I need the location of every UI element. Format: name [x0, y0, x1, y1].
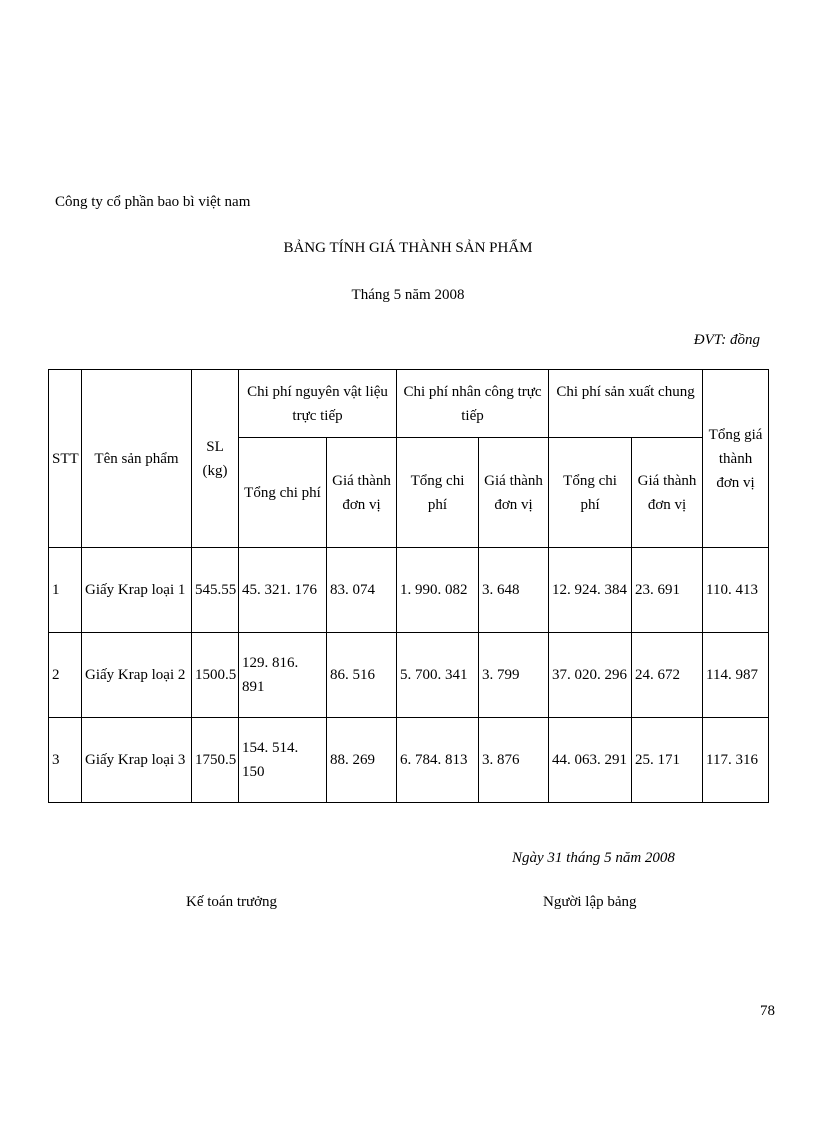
cell-stt: 1: [49, 548, 82, 633]
preparer-label: Người lập bảng: [543, 894, 637, 910]
table-row: [49, 548, 769, 633]
report-date: Ngày 31 tháng 5 năm 2008: [512, 850, 675, 866]
header-overhead-total: Tổng chi phí: [549, 438, 632, 548]
header-total-unit-cost: Tổng giá thành đơn vị: [703, 370, 769, 548]
cell-material-unit: 86. 516: [327, 633, 397, 718]
document-period: Tháng 5 năm 2008: [351, 287, 465, 303]
cell-quantity: 1750.5: [192, 718, 239, 803]
document-title: BẢNG TÍNH GIÁ THÀNH SẢN PHẨM: [283, 240, 533, 256]
header-group-material: Chi phí nguyên vật liệu trực tiếp: [239, 370, 397, 438]
cell-overhead-unit: 24. 672: [632, 633, 703, 718]
cell-overhead-unit: 25. 171: [632, 718, 703, 803]
cell-labor-total: 6. 784. 813: [397, 718, 479, 803]
header-product-name: Tên sản phẩm: [82, 370, 192, 548]
cell-material-total: 129. 816. 891: [239, 633, 327, 718]
cell-overhead-unit: 23. 691: [632, 548, 703, 633]
header-group-overhead: Chi phí sản xuất chung: [549, 370, 703, 438]
cell-stt: 3: [49, 718, 82, 803]
cell-stt: 2: [49, 633, 82, 718]
cell-material-total: 154. 514. 150: [239, 718, 327, 803]
cell-quantity: 545.55: [192, 548, 239, 633]
cell-quantity: 1500.5: [192, 633, 239, 718]
cell-total-unit-cost: 114. 987: [703, 633, 769, 718]
cell-product-name: Giấy Krap loại 3: [82, 718, 192, 803]
cell-material-unit: 83. 074: [327, 548, 397, 633]
currency-unit: ĐVT: đồng: [693, 332, 760, 348]
cost-table: [48, 369, 769, 803]
cell-labor-total: 1. 990. 082: [397, 548, 479, 633]
chief-accountant-label: Kế toán trưởng: [186, 894, 278, 910]
header-material-total: Tổng chi phí: [239, 438, 327, 548]
cell-labor-unit: 3. 799: [479, 633, 549, 718]
cell-product-name: Giấy Krap loại 1: [82, 548, 192, 633]
header-quantity: SL (kg): [192, 370, 239, 548]
page-number: 78: [760, 1003, 775, 1019]
cell-overhead-total: 12. 924. 384: [549, 548, 632, 633]
header-labor-unit: Giá thành đơn vị: [479, 438, 549, 548]
cell-total-unit-cost: 117. 316: [703, 718, 769, 803]
cell-total-unit-cost: 110. 413: [703, 548, 769, 633]
cell-labor-unit: 3. 876: [479, 718, 549, 803]
cell-labor-total: 5. 700. 341: [397, 633, 479, 718]
cell-product-name: Giấy Krap loại 2: [82, 633, 192, 718]
cell-labor-unit: 3. 648: [479, 548, 549, 633]
cell-overhead-total: 44. 063. 291: [549, 718, 632, 803]
header-overhead-unit: Giá thành đơn vị: [632, 438, 703, 548]
header-labor-total: Tổng chi phí: [397, 438, 479, 548]
header-material-unit: Giá thành đơn vị: [327, 438, 397, 548]
header-stt: STT: [49, 370, 82, 548]
table-row: [49, 633, 769, 718]
header-group-labor: Chi phí nhân công trực tiếp: [397, 370, 549, 438]
cell-material-total: 45. 321. 176: [239, 548, 327, 633]
company-name: Công ty cổ phần bao bì việt nam: [55, 194, 251, 210]
table-row: [49, 718, 769, 803]
cell-material-unit: 88. 269: [327, 718, 397, 803]
cell-overhead-total: 37. 020. 296: [549, 633, 632, 718]
